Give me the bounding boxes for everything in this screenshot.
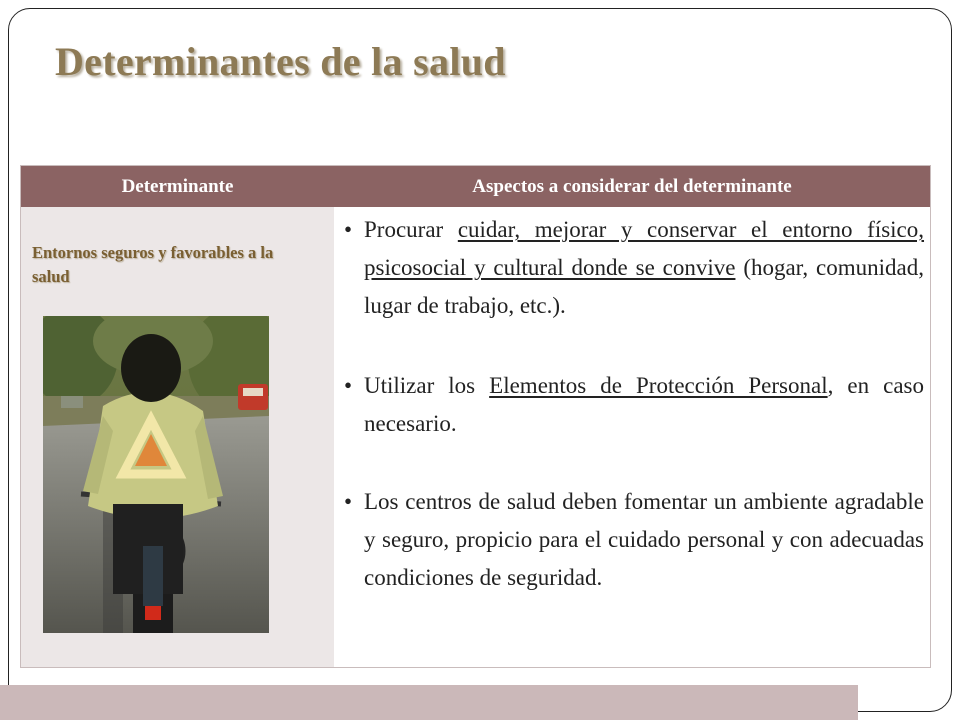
- list-item: • Procurar cuidar, mejorar y conservar el entorno físico, psicosocial y cultural donde se convive (hogar, comunidad, lugar de trabajo, etc.).: [344, 211, 924, 325]
- table-header: [21, 166, 930, 207]
- list-item: • Los centros de salud deben fomentar un ambiente agradable y seguro, propicio para el cuidado personal y con adecuadas condiciones de seguridad.: [344, 483, 924, 597]
- bullet-dot: •: [344, 489, 353, 514]
- list-item: • Utilizar los Elementos de Protección Personal, en caso necesario.: [344, 367, 924, 443]
- determinant-label: Entornos seguros y favorables a la salud: [32, 243, 274, 286]
- slide-title: Determinantes de la salud: [55, 39, 506, 84]
- footer-bar: [0, 685, 858, 720]
- header-determinante: Determinante: [121, 176, 234, 197]
- bullet-dot: •: [344, 217, 353, 242]
- header-aspectos: Aspectos a considerar del determinante: [472, 176, 792, 197]
- bullet-dot: •: [344, 373, 353, 398]
- cyclist-photo: [43, 316, 269, 633]
- determinant-cell: [21, 207, 334, 667]
- aspects-cell: [334, 207, 930, 667]
- determinants-table: [20, 165, 931, 668]
